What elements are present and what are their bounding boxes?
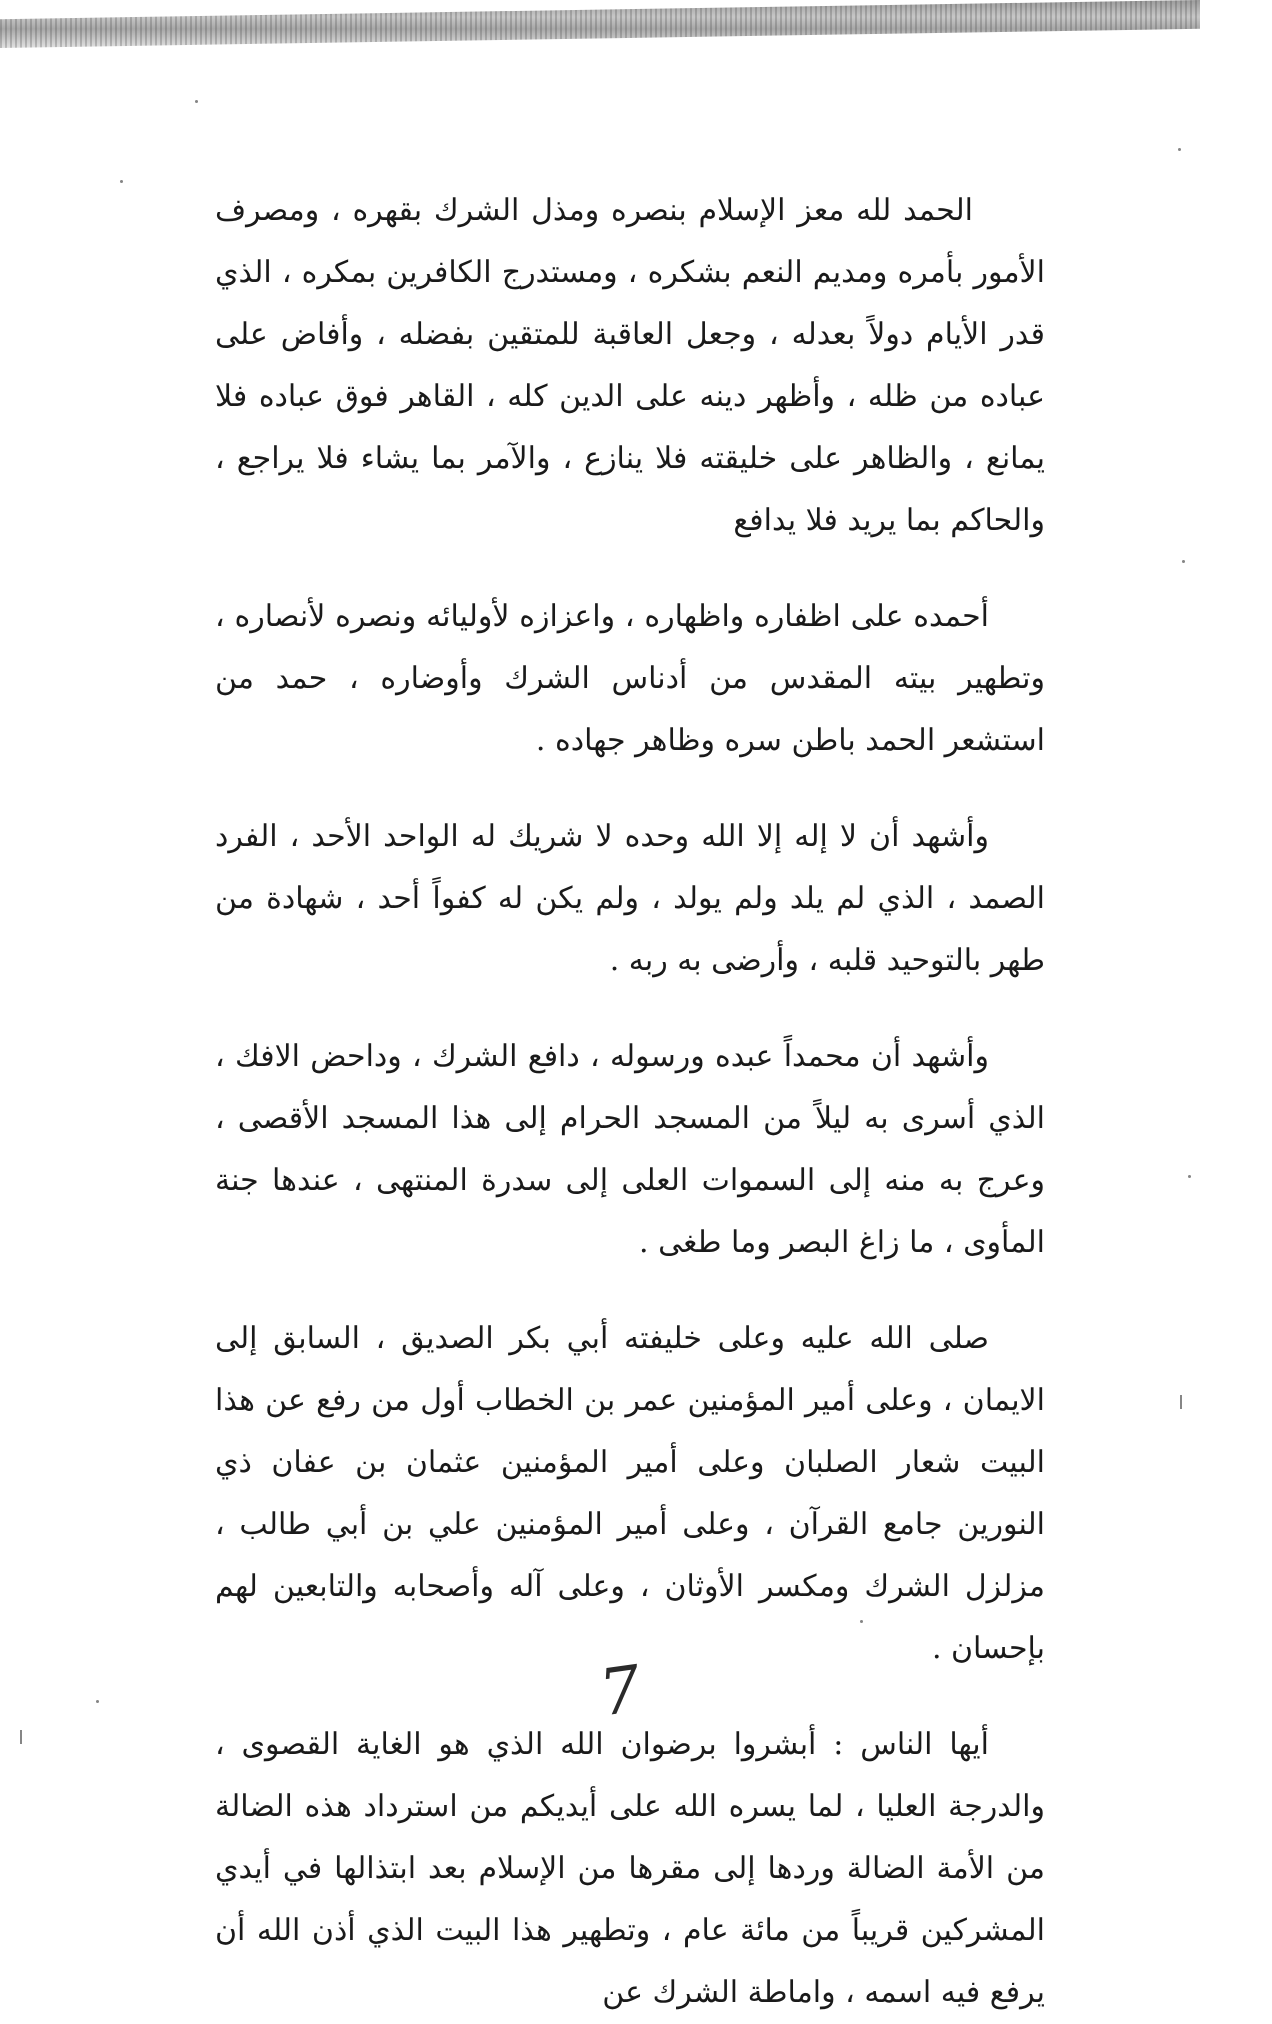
- scan-speck: [96, 1700, 99, 1703]
- paragraph-blessings-caliphs: صلى الله عليه وعلى خليفته أبي بكر الصديق ، السابق إلى الايمان ، وعلى أمير المؤمنين عمر بن الخطاب أول من رفع عن هذا البيت شعار الصلبان وعلى أمير المؤمنين عثمان بن عفان ذي النورين جامع القرآن ، وعلى أمير المؤمنين علي بن أبي طالب ، مزلزل الشرك ومكسر الأوثان ، وعلى آله وأصحابه والتابعين لهم بإحسان .: [215, 1321, 1045, 1666]
- scan-speck: [1182, 560, 1185, 563]
- paragraph-testimony-oneness: وأشهد أن لا إله إلا الله وحده لا شريك له الواحد الأحد ، الفرد الصمد ، الذي لم يلد ولم يولد ، ولم يكن له كفواً أحد ، شهادة من طهر بالتوحيد قلبه ، وأرضى به ربه .: [215, 819, 1045, 978]
- page-number: 7: [595, 1652, 646, 1732]
- paragraph-opening-praise: الحمد لله معز الإسلام بنصره ومذل الشرك بقهره ، ومصرف الأمور بأمره ومديم النعم بشكره ، ومستدرج الكافرين بمكره ، الذي قدر الأيام دولاً بعدله ، وجعل العاقبة للمتقين بفضله ، وأفاض على عباده من ظله ، وأظهر دينه على الدين كله ، القاهر فوق عباده فلا يمانع ، والظاهر على خليقته فلا ينازع ، والآمر بما يشاء فلا يراجع ، والحاكم بما يريد فلا يدافع: [215, 193, 1045, 538]
- paragraph-testimony-prophet: وأشهد أن محمداً عبده ورسوله ، دافع الشرك ، وداحض الافك ، الذي أسرى به ليلاً من المسجد الحرام إلى هذا المسجد الأقصى ، وعرج به منه إلى السموات العلى إلى سدرة المنتهى ، عندها جنة المأوى ، ما زاغ البصر وما طغى .: [215, 1039, 1045, 1260]
- scan-speck: [1188, 1175, 1191, 1178]
- document-body: [215, 180, 1045, 2010]
- scan-margin-mark: [20, 1730, 22, 1744]
- paragraph-praise-victory: أحمده على اظفاره واظهاره ، واعزازه لأوليائه ونصره لأنصاره ، وتطهير بيته المقدس من أدناس الشرك وأوضاره ، حمد من استشعر الحمد باطن سره وظاهر جهاده .: [215, 599, 1045, 758]
- scan-speck: [195, 100, 198, 103]
- scan-speck: [120, 180, 123, 183]
- scan-speck: [860, 1620, 863, 1623]
- scan-speck: [1178, 148, 1181, 151]
- scan-margin-mark: [1180, 1395, 1182, 1409]
- scan-edge-strip: [0, 0, 1200, 48]
- paragraph-address-people: أيها الناس : أبشروا برضوان الله الذي هو الغاية القصوى ، والدرجة العليا ، لما يسره الله على أيديكم من استرداد هذه الضالة من الأمة الضالة وردها إلى مقرها من الإسلام بعد ابتذالها في أيدي المشركين قريباً من مائة عام ، وتطهير هذا البيت الذي أذن الله أن يرفع فيه اسمه ، واماطة الشرك عن: [215, 1727, 1045, 2010]
